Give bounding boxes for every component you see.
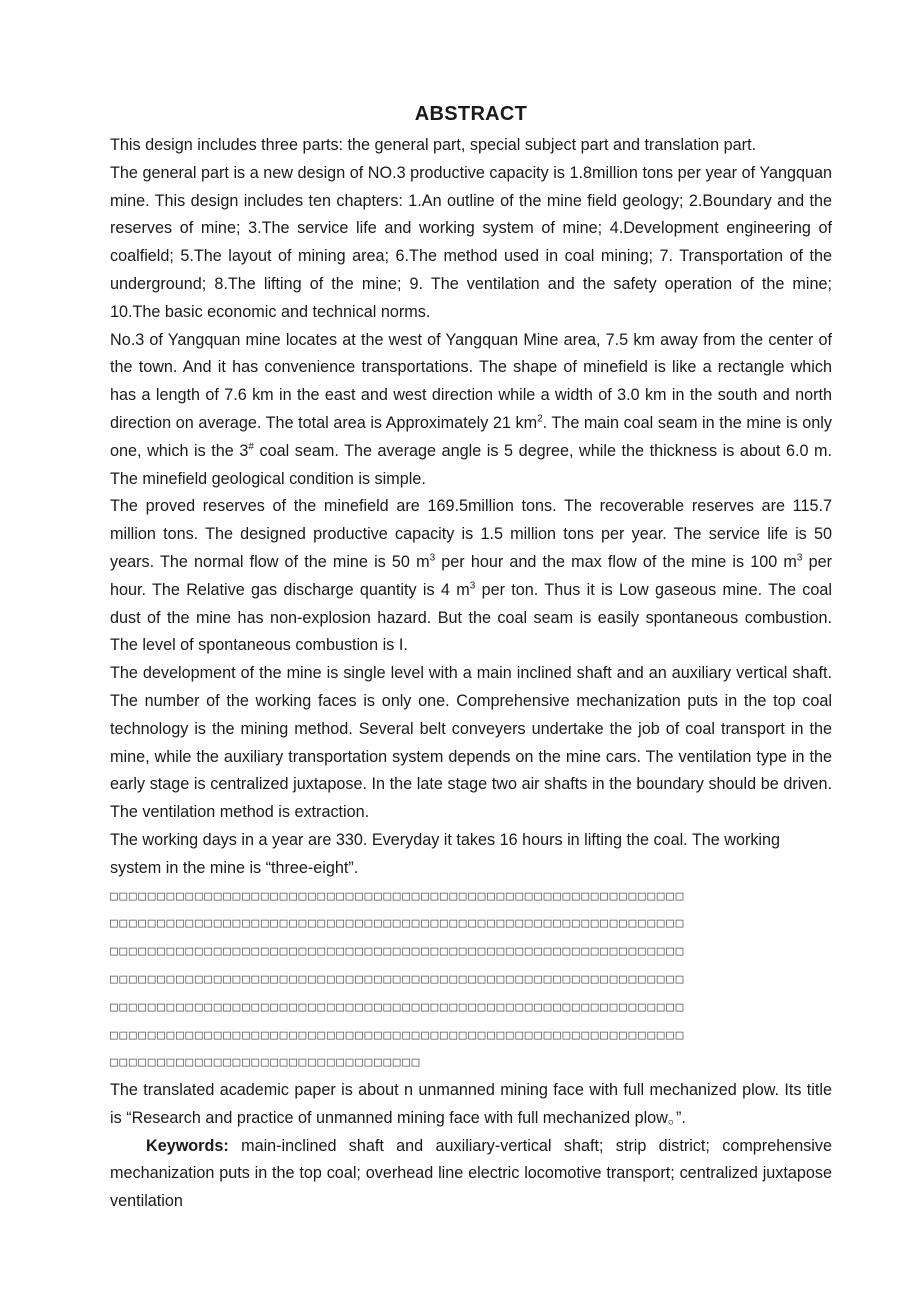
text-segment: The proved reserves of the minefield are 169.5million tons. The recoverable reserves are 115.7 million tons. The designed productive capacity is 1.5 million tons per year. The service life is 50 years. The normal flow of the mine is 50 m	[110, 497, 832, 571]
paragraph-working-days: The working days in a year are 330. Everyday it takes 16 hours in lifting the coal. The working system in the mine is “three-eight”.	[110, 830, 781, 877]
keywords-paragraph	[110, 1133, 832, 1216]
placeholder-line: □□□□□□□□□□□□□□□□□□□□□□□□□□□□□□□□□	[110, 1055, 422, 1071]
superscript: 3	[796, 552, 803, 564]
keywords-text: main-inclined shaft and auxiliary-vertical shaft; strip district; comprehensive mechanization puts in the top coal; overhead line electric locomotive transport; centralized juxtapose ventilation	[110, 1136, 832, 1211]
superscript: #	[248, 441, 254, 453]
placeholder-line: □□□□□□□□□□□□□□□□□□□□□□□□□□□□□□□□□□□□□□□□□□□□□□□□□□□□□□□□□□□□□	[110, 944, 686, 960]
superscript: 3	[469, 580, 476, 592]
placeholder-line: □□□□□□□□□□□□□□□□□□□□□□□□□□□□□□□□□□□□□□□□□□□□□□□□□□□□□□□□□□□□□	[110, 888, 686, 904]
paragraph-development: The development of the mine is single level with a main inclined shaft and an auxiliary vertical shaft. The number of the working faces is only one. Comprehensive mechanization puts in the top coal technology is the mining method. Several belt conveyers undertake the job of coal transport in the mine, while the auxiliary transportation system depends on the mine cars. The ventilation type in the early stage is centralized juxtapose. In the late stage two air shafts in the boundary should be driven. The ventilation method is extraction.	[110, 664, 832, 822]
text-segment: coal seam. The average angle is 5 degree, while the thickness is about 6.0 m. The minefield geological condition is simple.	[110, 441, 832, 488]
superscript: 3	[429, 552, 436, 564]
paragraph-reserves	[110, 493, 832, 660]
text-segment: No.3 of Yangquan mine locates at the west of Yangquan Mine area, 7.5 km away from the center of the town. And it has convenience transportations. The shape of minefield is like a rectangle which has a length of 7.6 km in the east and west direction while a width of 3.0 km in the south and north direction on average. The total area is Approximately 21 km	[110, 330, 832, 432]
paragraph-translation: The translated academic paper is about n unmanned mining face with full mechanized plow. Its title is “Research and practice of unmanned mining face with full mechanized plow。”.	[110, 1081, 832, 1127]
text-segment: per ton. Thus it is Low gaseous mine. The coal dust of the mine has non-explosion hazard. But the coal seam is easily spontaneous combustion. The level of spontaneous combustion is I.	[110, 580, 833, 655]
paragraph-parts: This design includes three parts: the general part, special subject part and translation part.	[110, 136, 757, 154]
placeholder-line: □□□□□□□□□□□□□□□□□□□□□□□□□□□□□□□□□□□□□□□□□□□□□□□□□□□□□□□□□□□□□	[110, 1027, 686, 1043]
keywords-label: Keywords:	[146, 1136, 229, 1155]
placeholder-line: □□□□□□□□□□□□□□□□□□□□□□□□□□□□□□□□□□□□□□□□□□□□□□□□□□□□□□□□□□□□□	[110, 999, 686, 1015]
abstract-title: ABSTRACT	[414, 103, 528, 125]
text-segment: per hour and the max flow of the mine is 100 m	[435, 552, 797, 571]
superscript: 2	[537, 413, 543, 425]
text-segment: per hour. The Relative gas discharge quantity is 4 m	[110, 552, 832, 599]
text-segment: . The main coal seam in the mine is only one, which is the 3	[110, 413, 832, 460]
paragraph-general-part: The general part is a new design of NO.3 productive capacity is 1.8million tons per year of Yangquan mine. This design includes ten chapters: 1.An outline of the mine field geology; 2.Boundary and the reserves of mine; 3.The service life and working system of mine; 4.Development engineering of coalfield; 5.The layout of mining area; 6.The method used in coal mining; 7. Transportation of the underground; 8.The lifting of the mine; 9. The ventilation and the safety operation of the mine; 10.The basic economic and technical norms.	[110, 163, 832, 321]
placeholder-line: □□□□□□□□□□□□□□□□□□□□□□□□□□□□□□□□□□□□□□□□□□□□□□□□□□□□□□□□□□□□□	[110, 971, 686, 987]
paragraph-mine-location	[110, 327, 832, 494]
missing-glyph-block	[110, 883, 832, 1078]
placeholder-line: □□□□□□□□□□□□□□□□□□□□□□□□□□□□□□□□□□□□□□□□□□□□□□□□□□□□□□□□□□□□□	[110, 916, 686, 932]
document-page	[110, 100, 832, 1216]
